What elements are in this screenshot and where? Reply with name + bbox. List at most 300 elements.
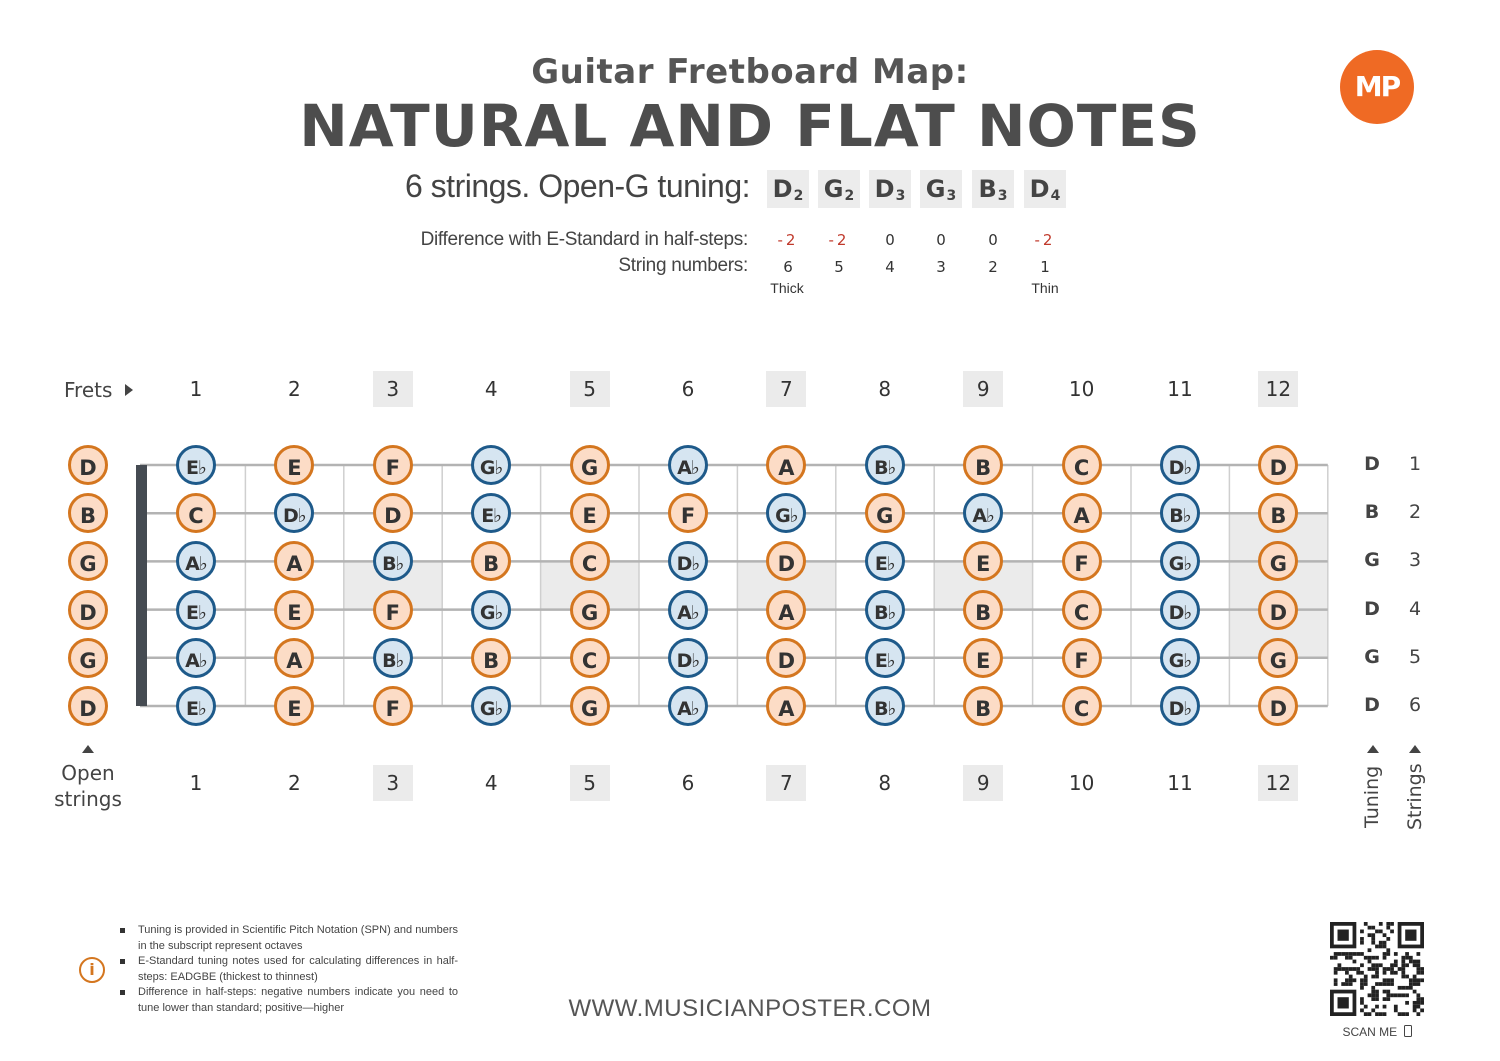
qr-module xyxy=(1386,926,1390,930)
flat-note: D♭ xyxy=(1160,686,1200,726)
fret-number: 4 xyxy=(484,377,498,401)
qr-module xyxy=(1416,1001,1420,1005)
qr-module xyxy=(1364,922,1368,926)
qr-module xyxy=(1420,967,1424,971)
half-step-difference: -2 xyxy=(777,231,799,249)
qr-module xyxy=(1386,978,1390,982)
qr-module xyxy=(1383,1012,1387,1016)
qr-module xyxy=(1345,967,1349,971)
qr-module xyxy=(1413,963,1417,967)
qr-module xyxy=(1383,978,1387,982)
tuning-note: D xyxy=(772,175,793,203)
qr-module xyxy=(1409,960,1413,964)
qr-module xyxy=(1338,952,1342,956)
flat-note: A♭ xyxy=(176,638,216,678)
qr-module xyxy=(1364,956,1368,960)
qr-module xyxy=(1375,990,1379,994)
qr-module xyxy=(1409,982,1413,986)
nut xyxy=(136,465,147,706)
qr-module xyxy=(1386,990,1390,994)
qr-module xyxy=(1390,930,1394,934)
qr-module xyxy=(1405,956,1409,960)
qr-module xyxy=(1386,922,1390,926)
flat-note: D♭ xyxy=(274,493,314,533)
qr-module xyxy=(1371,926,1375,930)
qr-module xyxy=(1356,952,1360,956)
natural-note: D xyxy=(68,686,108,726)
qr-module xyxy=(1420,997,1424,1001)
natural-note: F xyxy=(1062,541,1102,581)
qr-module xyxy=(1413,1008,1417,1012)
qr-module xyxy=(1375,997,1379,1001)
frets-label-text: Frets xyxy=(64,378,113,402)
qr-module xyxy=(1398,1012,1402,1016)
natural-note: F xyxy=(373,445,413,485)
natural-note: G xyxy=(68,638,108,678)
qr-module xyxy=(1401,993,1405,997)
qr-module xyxy=(1416,1005,1420,1009)
fret-inlay xyxy=(1229,513,1327,658)
qr-module xyxy=(1364,982,1368,986)
qr-module xyxy=(1401,971,1405,975)
flat-note: E♭ xyxy=(865,541,905,581)
qr-module xyxy=(1371,986,1375,990)
tuning-note: D xyxy=(1029,175,1050,203)
flat-note: E♭ xyxy=(176,445,216,485)
string-number: 3 xyxy=(936,258,946,276)
qr-module xyxy=(1420,971,1424,975)
natural-note: C xyxy=(1062,686,1102,726)
qr-module xyxy=(1360,1008,1364,1012)
qr-module xyxy=(1386,982,1390,986)
natural-note: C xyxy=(176,493,216,533)
tuning-label: 6 strings. Open-G tuning: xyxy=(404,168,750,204)
flat-note: A♭ xyxy=(668,686,708,726)
natural-note: D xyxy=(68,590,108,630)
qr-module xyxy=(1371,933,1375,937)
qr-module xyxy=(1375,963,1379,967)
string-number: 5 xyxy=(834,258,844,276)
natural-note: E xyxy=(274,445,314,485)
qr-module xyxy=(1368,948,1372,952)
natural-note: F xyxy=(373,590,413,630)
qr-module xyxy=(1394,993,1398,997)
flat-note: G♭ xyxy=(471,590,511,630)
qr-module xyxy=(1405,986,1409,990)
triangle-up-icon xyxy=(1409,745,1421,753)
tuning-note: D xyxy=(874,175,895,203)
qr-module xyxy=(1375,993,1379,997)
qr-module xyxy=(1413,960,1417,964)
fret-number: 9 xyxy=(963,371,1003,407)
natural-note: B xyxy=(963,590,1003,630)
tuning-note: B xyxy=(978,175,997,203)
subtitle: Guitar Fretboard Map: xyxy=(531,52,969,92)
natural-note: D xyxy=(373,493,413,533)
tuning-octave: 2 xyxy=(793,188,804,204)
string-number-label: 1 xyxy=(1408,453,1422,475)
qr-module xyxy=(1334,982,1338,986)
fret-number: 4 xyxy=(484,771,498,795)
qr-module xyxy=(1401,963,1405,967)
qr-module xyxy=(1360,1001,1364,1005)
qr-module xyxy=(1360,982,1364,986)
flat-note: B♭ xyxy=(865,445,905,485)
string-number: 1 xyxy=(1040,258,1050,276)
fret-number: 1 xyxy=(189,377,203,401)
footnote-item: Tuning is provided in Scientific Pitch Notation (SPN) and numbers in the subscript represent octaves xyxy=(118,923,458,954)
qr-module xyxy=(1375,1005,1379,1009)
qr-finder xyxy=(1338,930,1349,941)
qr-module xyxy=(1371,993,1375,997)
natural-note: G xyxy=(68,541,108,581)
qr-module xyxy=(1379,922,1383,926)
open-strings-label-line1: Open xyxy=(61,761,115,785)
qr-module xyxy=(1356,971,1360,975)
thin-label: Thin xyxy=(1031,280,1059,296)
fret-number: 6 xyxy=(681,771,695,795)
string-number: 4 xyxy=(885,258,895,276)
footnote-item: E-Standard tuning notes used for calculating differences in half-steps: EADGBE (thickest to thinnest) xyxy=(118,954,458,985)
open-strings-label-line2: strings xyxy=(54,787,122,811)
fret-number: 6 xyxy=(681,377,695,401)
qr-module xyxy=(1383,982,1387,986)
natural-note: A xyxy=(274,541,314,581)
qr-module xyxy=(1341,952,1345,956)
fret-number: 8 xyxy=(878,771,892,795)
qr-module xyxy=(1349,982,1353,986)
natural-note: F xyxy=(373,686,413,726)
qr-module xyxy=(1345,971,1349,975)
qr-module xyxy=(1379,963,1383,967)
qr-module xyxy=(1394,971,1398,975)
qr-module xyxy=(1334,956,1338,960)
qr-module xyxy=(1416,1012,1420,1016)
flat-note: A♭ xyxy=(963,493,1003,533)
flat-note: G♭ xyxy=(1160,638,1200,678)
qr-module xyxy=(1375,956,1379,960)
natural-note: E xyxy=(963,541,1003,581)
qr-module xyxy=(1368,956,1372,960)
tuning-octave: 2 xyxy=(844,188,855,204)
qr-module xyxy=(1375,967,1379,971)
natural-note: D xyxy=(766,541,806,581)
qr-module xyxy=(1371,956,1375,960)
qr-module xyxy=(1386,937,1390,941)
natural-note: G xyxy=(570,445,610,485)
half-step-difference: 0 xyxy=(988,231,998,249)
difference-label: Difference with E-Standard in half-steps: xyxy=(420,229,748,250)
flat-note: G♭ xyxy=(471,686,511,726)
qr-module xyxy=(1349,975,1353,979)
qr-module xyxy=(1338,963,1342,967)
qr-module xyxy=(1413,982,1417,986)
page-title: NATURAL AND FLAT NOTES xyxy=(299,92,1201,160)
tuning-octave: 3 xyxy=(997,188,1008,204)
qr-module xyxy=(1334,978,1338,982)
string-tuning-label: D xyxy=(1364,694,1380,716)
natural-note: E xyxy=(963,638,1003,678)
qr-module xyxy=(1360,978,1364,982)
qr-module xyxy=(1390,971,1394,975)
flat-note: G♭ xyxy=(766,493,806,533)
qr-module xyxy=(1356,967,1360,971)
qr-module xyxy=(1360,930,1364,934)
strings-axis-label: Strings xyxy=(1404,763,1426,830)
logo: MP xyxy=(1340,50,1414,124)
qr-module xyxy=(1364,975,1368,979)
qr-module xyxy=(1345,956,1349,960)
scan-me-text: SCAN ME xyxy=(1342,1025,1398,1039)
fret-number: 1 xyxy=(189,771,203,795)
qr-module xyxy=(1360,941,1364,945)
qr-module xyxy=(1368,967,1372,971)
qr-module xyxy=(1386,948,1390,952)
qr-module xyxy=(1334,967,1338,971)
qr-module xyxy=(1386,997,1390,1001)
thick-label: Thick xyxy=(770,280,804,296)
qr-module xyxy=(1379,941,1383,945)
qr-finder xyxy=(1338,997,1349,1008)
string-number-label: 5 xyxy=(1408,645,1422,668)
flat-note: G♭ xyxy=(471,445,511,485)
fret-number: 10 xyxy=(1068,377,1095,401)
qr-module xyxy=(1416,963,1420,967)
tuning-octave: 3 xyxy=(895,188,906,204)
flat-note: B♭ xyxy=(1160,493,1200,533)
qr-module xyxy=(1345,978,1349,982)
natural-note: D xyxy=(766,638,806,678)
flat-note: A♭ xyxy=(668,590,708,630)
qr-module xyxy=(1416,982,1420,986)
natural-note: B xyxy=(471,541,511,581)
qr-module xyxy=(1390,922,1394,926)
qr-module xyxy=(1375,1012,1379,1016)
string-numbers-label: String numbers: xyxy=(618,255,748,276)
fret-number: 12 xyxy=(1258,371,1298,407)
natural-note: D xyxy=(1258,445,1298,485)
qr-module xyxy=(1371,941,1375,945)
qr-module xyxy=(1364,978,1368,982)
qr-module xyxy=(1413,1001,1417,1005)
flat-note: B♭ xyxy=(373,541,413,581)
qr-code[interactable] xyxy=(1330,922,1424,1016)
half-step-difference: 0 xyxy=(885,231,895,249)
qr-module xyxy=(1394,1008,1398,1012)
qr-module xyxy=(1368,960,1372,964)
qr-module xyxy=(1394,963,1398,967)
qr-module xyxy=(1413,990,1417,994)
qr-module xyxy=(1371,967,1375,971)
flat-note: E♭ xyxy=(471,493,511,533)
qr-module xyxy=(1353,967,1357,971)
flat-note: B♭ xyxy=(865,590,905,630)
natural-note: A xyxy=(766,686,806,726)
qr-module xyxy=(1375,945,1379,949)
natural-note: E xyxy=(274,686,314,726)
half-step-difference: 0 xyxy=(936,231,946,249)
flat-note: A♭ xyxy=(176,541,216,581)
natural-note: D xyxy=(1258,686,1298,726)
fret-number: 12 xyxy=(1258,765,1298,801)
natural-note: E xyxy=(570,493,610,533)
half-step-difference: -2 xyxy=(1034,231,1056,249)
qr-module xyxy=(1353,952,1357,956)
qr-module xyxy=(1360,952,1364,956)
qr-module xyxy=(1405,963,1409,967)
qr-module xyxy=(1360,986,1364,990)
fret-number: 2 xyxy=(288,771,301,795)
qr-module xyxy=(1349,967,1353,971)
qr-module xyxy=(1371,997,1375,1001)
qr-module xyxy=(1341,982,1345,986)
qr-module xyxy=(1383,997,1387,1001)
qr-module xyxy=(1401,967,1405,971)
natural-note: B xyxy=(471,638,511,678)
qr-module xyxy=(1375,930,1379,934)
qr-module xyxy=(1383,933,1387,937)
qr-module xyxy=(1413,1005,1417,1009)
fret-number: 8 xyxy=(878,377,892,401)
natural-note: G xyxy=(570,686,610,726)
flat-note: G♭ xyxy=(1160,541,1200,581)
qr-module xyxy=(1379,1012,1383,1016)
qr-module xyxy=(1349,978,1353,982)
qr-module xyxy=(1364,1012,1368,1016)
qr-module xyxy=(1420,978,1424,982)
qr-module xyxy=(1409,978,1413,982)
qr-module xyxy=(1334,952,1338,956)
qr-module xyxy=(1394,960,1398,964)
qr-module xyxy=(1379,982,1383,986)
qr-module xyxy=(1334,971,1338,975)
qr-module xyxy=(1405,952,1409,956)
triangle-up-icon xyxy=(1367,745,1379,753)
natural-note: D xyxy=(68,445,108,485)
qr-module xyxy=(1409,986,1413,990)
qr-module xyxy=(1401,1012,1405,1016)
qr-module xyxy=(1398,986,1402,990)
tuning-axis-label: Tuning xyxy=(1361,765,1383,828)
natural-note: A xyxy=(766,445,806,485)
string-number-label: 2 xyxy=(1408,501,1422,524)
qr-module xyxy=(1416,997,1420,1001)
qr-module xyxy=(1383,990,1387,994)
qr-module xyxy=(1420,1008,1424,1012)
flat-note: D♭ xyxy=(1160,445,1200,485)
natural-note: G xyxy=(570,590,610,630)
qr-module xyxy=(1375,982,1379,986)
qr-module xyxy=(1368,933,1372,937)
phone-icon xyxy=(1404,1025,1412,1037)
string-number-label: 4 xyxy=(1408,597,1422,620)
footnote-item: Difference in half-steps: negative numbers indicate you need to tune lower than standard; positive—higher xyxy=(118,985,458,1016)
qr-module xyxy=(1405,1001,1409,1005)
qr-module xyxy=(1368,993,1372,997)
qr-module xyxy=(1353,978,1357,982)
qr-module xyxy=(1413,975,1417,979)
qr-module xyxy=(1383,971,1387,975)
tuning-note: G xyxy=(823,175,844,203)
qr-module xyxy=(1390,982,1394,986)
string-number: 6 xyxy=(783,258,793,276)
natural-note: F xyxy=(1062,638,1102,678)
tuning-octave: 3 xyxy=(946,188,957,204)
natural-note: E xyxy=(274,590,314,630)
qr-module xyxy=(1401,986,1405,990)
fret-number: 11 xyxy=(1167,771,1193,795)
fret-number: 3 xyxy=(373,765,413,801)
qr-finder xyxy=(1405,930,1416,941)
qr-module xyxy=(1345,982,1349,986)
qr-module xyxy=(1413,978,1417,982)
qr-module xyxy=(1330,956,1334,960)
flat-note: D♭ xyxy=(668,638,708,678)
qr-module xyxy=(1416,971,1420,975)
scan-me-label xyxy=(1330,1025,1424,1039)
natural-note: G xyxy=(865,493,905,533)
qr-module xyxy=(1345,952,1349,956)
fret-number: 5 xyxy=(570,371,610,407)
fret-number: 9 xyxy=(963,765,1003,801)
flat-note: B♭ xyxy=(865,686,905,726)
qr-module xyxy=(1371,937,1375,941)
qr-module xyxy=(1364,1005,1368,1009)
qr-module xyxy=(1383,945,1387,949)
qr-module xyxy=(1383,956,1387,960)
qr-module xyxy=(1398,993,1402,997)
qr-module xyxy=(1401,956,1405,960)
qr-module xyxy=(1371,990,1375,994)
qr-module xyxy=(1416,952,1420,956)
qr-module xyxy=(1383,952,1387,956)
qr-module xyxy=(1360,937,1364,941)
flat-note: E♭ xyxy=(865,638,905,678)
qr-module xyxy=(1390,978,1394,982)
qr-module xyxy=(1371,1008,1375,1012)
qr-module xyxy=(1394,952,1398,956)
string-tuning-label: D xyxy=(1364,597,1380,620)
qr-module xyxy=(1371,975,1375,979)
qr-module xyxy=(1349,956,1353,960)
qr-module xyxy=(1386,967,1390,971)
qr-module xyxy=(1416,993,1420,997)
qr-module xyxy=(1375,971,1379,975)
qr-module xyxy=(1360,963,1364,967)
qr-module xyxy=(1379,945,1383,949)
natural-note: D xyxy=(1258,590,1298,630)
website-link[interactable]: WWW.MUSICIANPOSTER.COM xyxy=(568,995,932,1022)
qr-module xyxy=(1390,963,1394,967)
qr-module xyxy=(1416,960,1420,964)
fret-number: 10 xyxy=(1068,771,1095,795)
qr-module xyxy=(1409,956,1413,960)
qr-module xyxy=(1368,1012,1372,1016)
qr-module xyxy=(1394,1005,1398,1009)
qr-module xyxy=(1405,1012,1409,1016)
qr-module xyxy=(1383,967,1387,971)
tuning-octave: 4 xyxy=(1050,188,1061,204)
qr-module xyxy=(1390,967,1394,971)
open-strings-label xyxy=(48,760,128,812)
natural-note: C xyxy=(1062,445,1102,485)
natural-note: F xyxy=(668,493,708,533)
natural-note: A xyxy=(274,638,314,678)
qr-module xyxy=(1360,997,1364,1001)
fret-number: 7 xyxy=(766,765,806,801)
qr-module xyxy=(1375,975,1379,979)
qr-module xyxy=(1386,952,1390,956)
